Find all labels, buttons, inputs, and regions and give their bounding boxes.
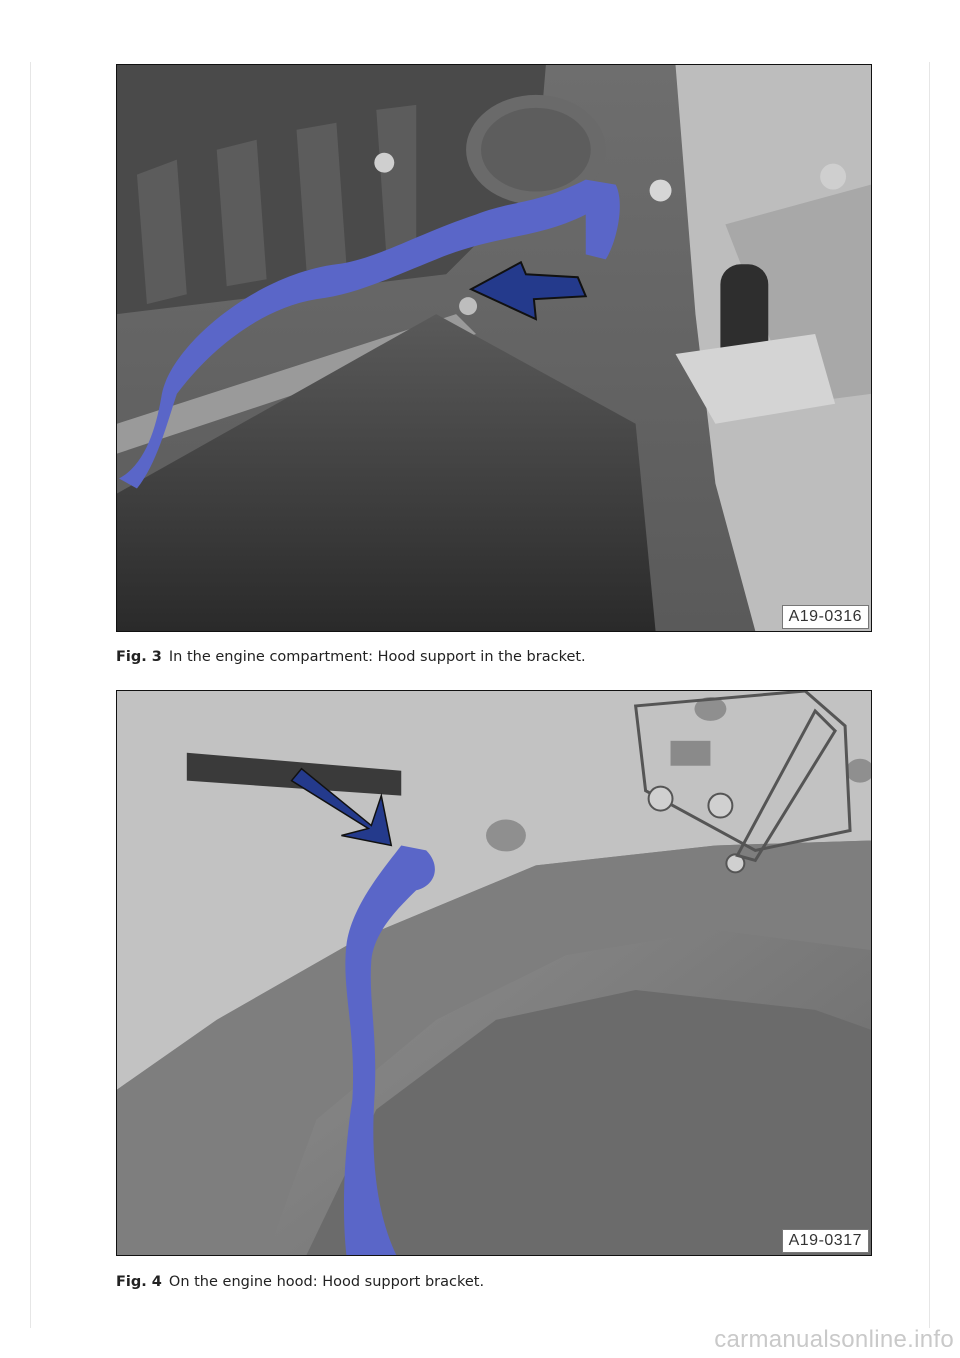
- page-margin-line-right: [929, 62, 930, 1328]
- figure-4-caption-text: On the engine hood: Hood support bracket.: [168, 1274, 485, 1290]
- figure-3-label: Fig. 3: [116, 649, 162, 665]
- figure-4-label: Fig. 4: [116, 1274, 162, 1290]
- figure-3-illustration: [116, 64, 872, 632]
- engine-compartment-illustration: [117, 65, 871, 631]
- figure-4-illustration: [116, 690, 872, 1256]
- page-margin-line-left: [30, 62, 31, 1328]
- figure-3-caption: [116, 649, 586, 665]
- watermark-text: carmanualsonline.info: [714, 1326, 954, 1353]
- figure-code-label: A19-0317: [782, 1229, 869, 1253]
- figure-4-caption: [116, 1274, 484, 1290]
- figure-3-caption-text: In the engine compartment: Hood support in the bracket.: [168, 649, 586, 665]
- figure-code-label: A19-0316: [782, 605, 869, 629]
- engine-hood-illustration: [117, 691, 871, 1255]
